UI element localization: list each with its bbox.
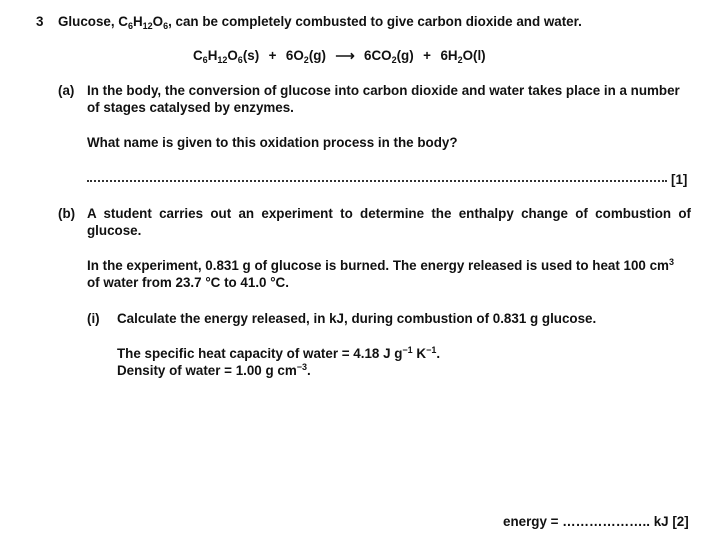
part-b-i-label: (i)	[87, 311, 100, 326]
energy-answer-field[interactable]: ………………..	[562, 514, 650, 529]
part-a-question: What name is given to this oxidation process in the body?	[87, 135, 458, 150]
energy-answer-label: energy =	[503, 514, 563, 529]
density-of-water: Density of water = 1.00 g $cm^{-3}$.	[117, 362, 311, 378]
answer-line-a[interactable]	[87, 172, 667, 182]
part-a-line1: In the body, the conversion of glucose into carbon dioxide and water takes place in a number	[87, 83, 680, 98]
question-intro: Glucose, $C_6H_{12}O_6$, can be completely combusted to give carbon dioxide and water.	[58, 14, 582, 31]
question-number: 3	[36, 14, 44, 29]
part-b-label: (b)	[58, 206, 76, 221]
part-b-i-marks: [2]	[672, 514, 689, 529]
part-a-line2: of stages catalysed by enzymes.	[87, 100, 294, 115]
energy-answer: energy = ……………….. kJ [2]	[503, 514, 689, 529]
experiment-line1: In the experiment, 0.831 g of glucose is burned. The energy released is used to heat 100 $cm^3$	[87, 257, 674, 273]
experiment-line2: of water from 23.7 °C to 41.0 °C.	[87, 275, 289, 290]
part-a-marks: [1]	[671, 172, 688, 187]
part-b-line2: glucose.	[87, 223, 142, 238]
part-b-i-text: Calculate the energy released, in kJ, during combustion of 0.831 g glucose.	[117, 311, 597, 326]
combustion-equation: $C_6H_{12}O_6(s) + 6O_2(g)$ ⟶ $6CO_2(g) + 6H_2O(l)$	[193, 48, 486, 65]
part-a-label: (a)	[58, 83, 75, 98]
reaction-arrow: ⟶	[335, 48, 355, 63]
part-b-line1: A student carries out an experiment to determine the enthalpy change of combustion of	[87, 206, 691, 221]
specific-heat-capacity: The specific heat capacity of water = 4.18 J $g^{-1}$ $K^{-1}$.	[117, 345, 441, 361]
